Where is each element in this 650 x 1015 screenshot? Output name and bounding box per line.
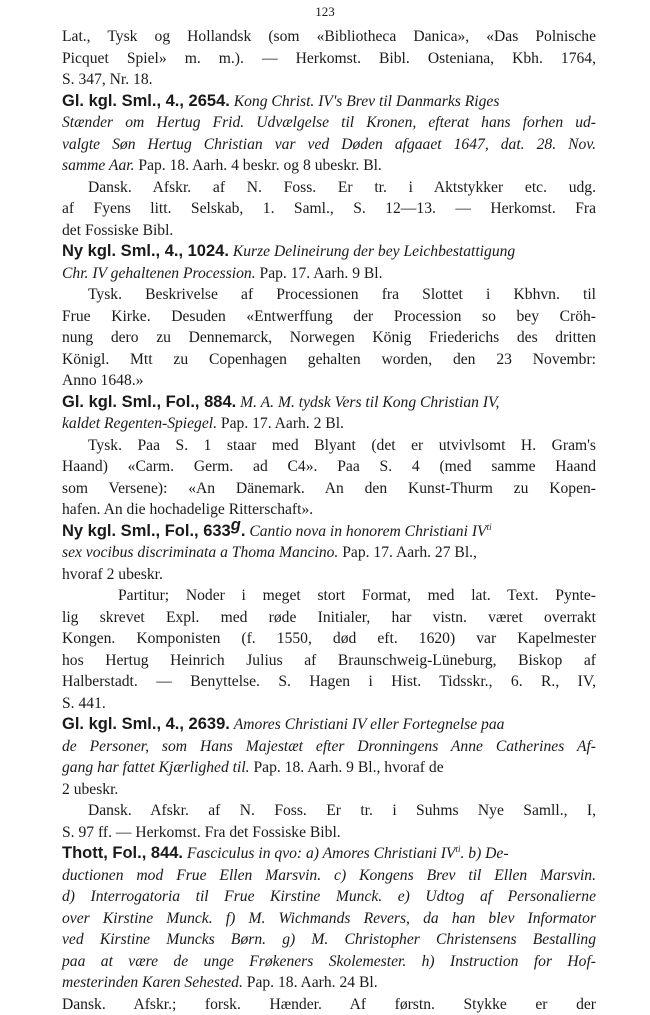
entry-title: paa at være de unge Frøkeners Skolemester. h) Instruction for Hof- xyxy=(62,951,596,973)
entry-title: Amores Christiani IV eller Fortegnelse paa xyxy=(234,716,505,733)
shelfmark: Gl. kgl. Sml., 4., 2654. xyxy=(62,92,230,110)
catalog-entry xyxy=(62,843,596,1015)
title-superscript: ti xyxy=(487,522,492,532)
physical-description: hvoraf 2 ubeskr. xyxy=(62,564,596,586)
text-line: Anno 1648.» xyxy=(62,370,596,392)
catalog-text xyxy=(62,26,596,1015)
entry-title: mesterinden Karen Sehested. xyxy=(62,974,243,991)
text-line: S. 441. xyxy=(62,693,596,715)
entry-title: Kong Christ. IV's Brev til Danmarks Riges xyxy=(234,93,500,110)
entry-title: d) Interrogatoria til Frue Kirstine Munck. e) Udtog af Personalierne xyxy=(62,886,596,908)
entry-title: kaldet Regenten-Spiegel. xyxy=(62,415,217,432)
catalog-entry: Ny kgl. Sml., Fol., 633$^g$. Cantio nova in honorem Christiani $IV^{ti}$ sex vocibus discriminata a Thoma Mancino. Pap. 17. Aarh. 27 Bl., hvoraf 2 ubeskr. Partitur; Noder i meget stort Format, med lat. Text. Pynte- lig skrevet Expl. med røde Initialer, har vistn. været overrakt Kongen. Komponisten (f. 1550, død eft. 1620) var Kapelmester hos Hertug Heinrich Julius af Braunschweig-Lüneburg, Biskop af Halberstadt. — Benyttelse. S. Hagen i Hist. Tidsskr., 6. R., IV, S. 441. xyxy=(62,521,596,715)
catalog-entry xyxy=(62,714,596,843)
text-line: hafen. An die hochadelige Ritterschaft». xyxy=(62,499,596,521)
text-line: Partitur; Noder i meget stort Format, med lat. Text. Pynte- xyxy=(62,585,596,607)
text-line: Königl. Mtt zu Copenhagen gehalten worden, den 23 Novembr: xyxy=(62,349,596,371)
text-line: Dansk. Afskr.; forsk. Hænder. Af førstn. Stykke er der xyxy=(62,994,596,1015)
entry-title: gang har fattet Kjærlighed til. xyxy=(62,759,250,776)
text-line: S. 97 ff. — Herkomst. Fra det Fossiske Bibl. xyxy=(62,822,596,844)
entry-title: valgte Søn Hertug Christian var ved Døden afgaaet 1647, dat. 28. Nov. xyxy=(62,134,596,156)
text-line: Dansk. Afskr. af N. Foss. Er tr. i Aktstykker etc. udg. xyxy=(62,177,596,199)
catalog-entry xyxy=(62,241,596,392)
shelfmark: Gl. kgl. Sml., 4., 2639. xyxy=(62,715,230,733)
entry-title: M. A. M. tydsk Vers til Kong Christian IV, xyxy=(240,394,499,411)
entry-title: Kurze Delineirung der bey Leichbestattigung xyxy=(233,243,515,260)
text-line: Picquet Spiel» m. m.). — Herkomst. Bibl. Osteniana, Kbh. 1764, xyxy=(62,48,596,70)
entry-title: sex vocibus discriminata a Thoma Mancino. xyxy=(62,544,338,561)
text-line: Haand) «Carm. Germ. ad C4». Paa S. 4 (med samme Haand xyxy=(62,456,596,478)
physical-description: Pap. 17. Aarh. 27 Bl., xyxy=(342,544,477,561)
page-number: 123 xyxy=(0,4,650,20)
text-line: af Fyens litt. Selskab, 1. Saml., S. 12—13. — Herkomst. Fra xyxy=(62,198,596,220)
shelfmark-superscript: g xyxy=(231,516,241,534)
entry-title: . b) De- xyxy=(460,845,508,862)
text-line: Halberstadt. — Benyttelse. S. Hagen i Hist. Tidsskr., 6. R., IV, xyxy=(62,671,596,693)
entry-title: over Kirstine Munck. f) M. Wichmands Revers, da han blev Informator xyxy=(62,908,596,930)
shelfmark: Ny kgl. Sml., 4., 1024. xyxy=(62,242,229,260)
physical-description: 2 ubeskr. xyxy=(62,779,596,801)
physical-description: Pap. 17. Aarh. 2 Bl. xyxy=(221,415,344,432)
physical-description: Pap. 17. Aarh. 9 Bl. xyxy=(260,265,383,282)
entry-title: Fasciculus in qvo: a) Amores Christiani IV xyxy=(187,845,456,862)
catalog-entry xyxy=(62,392,596,521)
entry-title: de Personer, som Hans Majestæt efter Dronningens Anne Catherines Af- xyxy=(62,736,596,758)
text-line: S. 347, Nr. 18. xyxy=(62,69,596,91)
text-line: Kongen. Komponisten (f. 1550, død eft. 1620) var Kapelmester xyxy=(62,628,596,650)
text-line: nung dero zu Dennemarck, Norwegen König Friederichs des dritten xyxy=(62,327,596,349)
text-line: hos Hertug Heinrich Julius af Braunschweig-Lüneburg, Biskop af xyxy=(62,650,596,672)
text-line: lig skrevet Expl. med røde Initialer, har vistn. været overrakt xyxy=(62,607,596,629)
text-line: Frue Kirke. Desuden «Entwerffung der Procession so bey Cröh- xyxy=(62,306,596,328)
text-line: som Versene): «An Dänemark. An den Kunst-Thurm zu Kopen- xyxy=(62,478,596,500)
entry-title: ductionen mod Frue Ellen Marsvin. c) Kongens Brev til Ellen Marsvin. xyxy=(62,865,596,887)
entry-continuation xyxy=(62,26,596,91)
text-line: Tysk. Paa S. 1 staar med Blyant (det er utvivlsomt H. Gram's xyxy=(62,435,596,457)
entry-title: Stænder om Hertug Frid. Udvælgelse til Kronen, efterat hans forhen ud- xyxy=(62,112,596,134)
entry-title: Chr. IV gehaltenen Procession. xyxy=(62,265,256,282)
text-line: det Fossiske Bibl. xyxy=(62,220,596,242)
shelfmark: Gl. kgl. Sml., Fol., 884. xyxy=(62,393,236,411)
entry-title: Cantio nova in honorem Christiani IV xyxy=(249,523,486,540)
physical-description: Pap. 18. Aarh. 24 Bl. xyxy=(247,974,378,991)
entry-title: ved Kirstine Muncks Børn. g) M. Christopher Christensens Bestalling xyxy=(62,929,596,951)
catalog-entry xyxy=(62,91,596,242)
text-line: Tysk. Beskrivelse af Processionen fra Slottet i Kbhvn. til xyxy=(62,284,596,306)
text-line: Lat., Tysk og Hollandsk (som «Bibliotheca Danica», «Das Polnische xyxy=(62,26,596,48)
shelfmark: Ny kgl. Sml., Fol., 633 xyxy=(62,522,231,540)
physical-description: Pap. 18. Aarh. 9 Bl., hvoraf de xyxy=(253,759,443,776)
shelfmark: Thott, Fol., 844. xyxy=(62,844,183,862)
entry-title: samme Aar. xyxy=(62,157,135,174)
text-line: Dansk. Afskr. af N. Foss. Er tr. i Suhms Nye Samll., I, xyxy=(62,800,596,822)
title-superscript: ti xyxy=(455,844,460,854)
physical-description: Pap. 18. Aarh. 4 beskr. og 8 ubeskr. Bl. xyxy=(138,157,381,174)
